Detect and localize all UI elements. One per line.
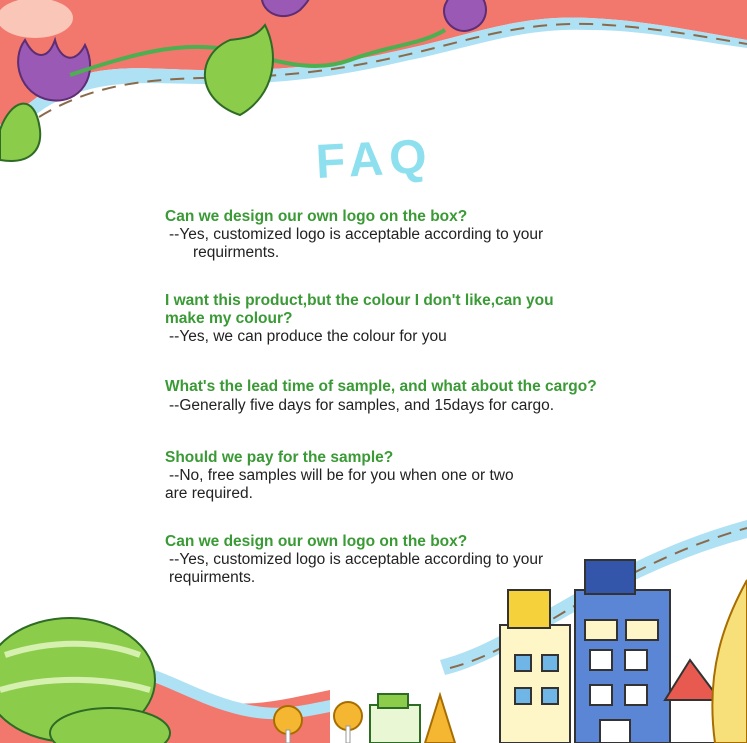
faq-answer: --Yes, customized logo is acceptable according to your (169, 551, 544, 568)
faq-answer: --Yes, customized logo is acceptable according to your (169, 226, 544, 243)
faq-question: Can we design our own logo on the box? (165, 208, 468, 225)
faq-question: I want this product,but the colour I don't like,can you make my colour? (165, 292, 554, 327)
faq-answer-continued: requirments. (169, 569, 256, 586)
faq-question: What's the lead time of sample, and what about the cargo? (165, 378, 597, 395)
faq-answer-continued: are required. (165, 485, 253, 502)
faq-answer: --No, free samples will be for you when one or two (169, 467, 514, 484)
faq-question: Should we pay for the sample? (165, 449, 394, 466)
faq-answer: --Generally five days for samples, and 15days for cargo. (169, 397, 555, 414)
faq-answer-continued: requirments. (193, 244, 280, 261)
faq-answer: --Yes, we can produce the colour for you (169, 328, 447, 345)
faq-title: FAQ (314, 129, 434, 185)
faq-question: Can we design our own logo on the box? (165, 533, 468, 550)
